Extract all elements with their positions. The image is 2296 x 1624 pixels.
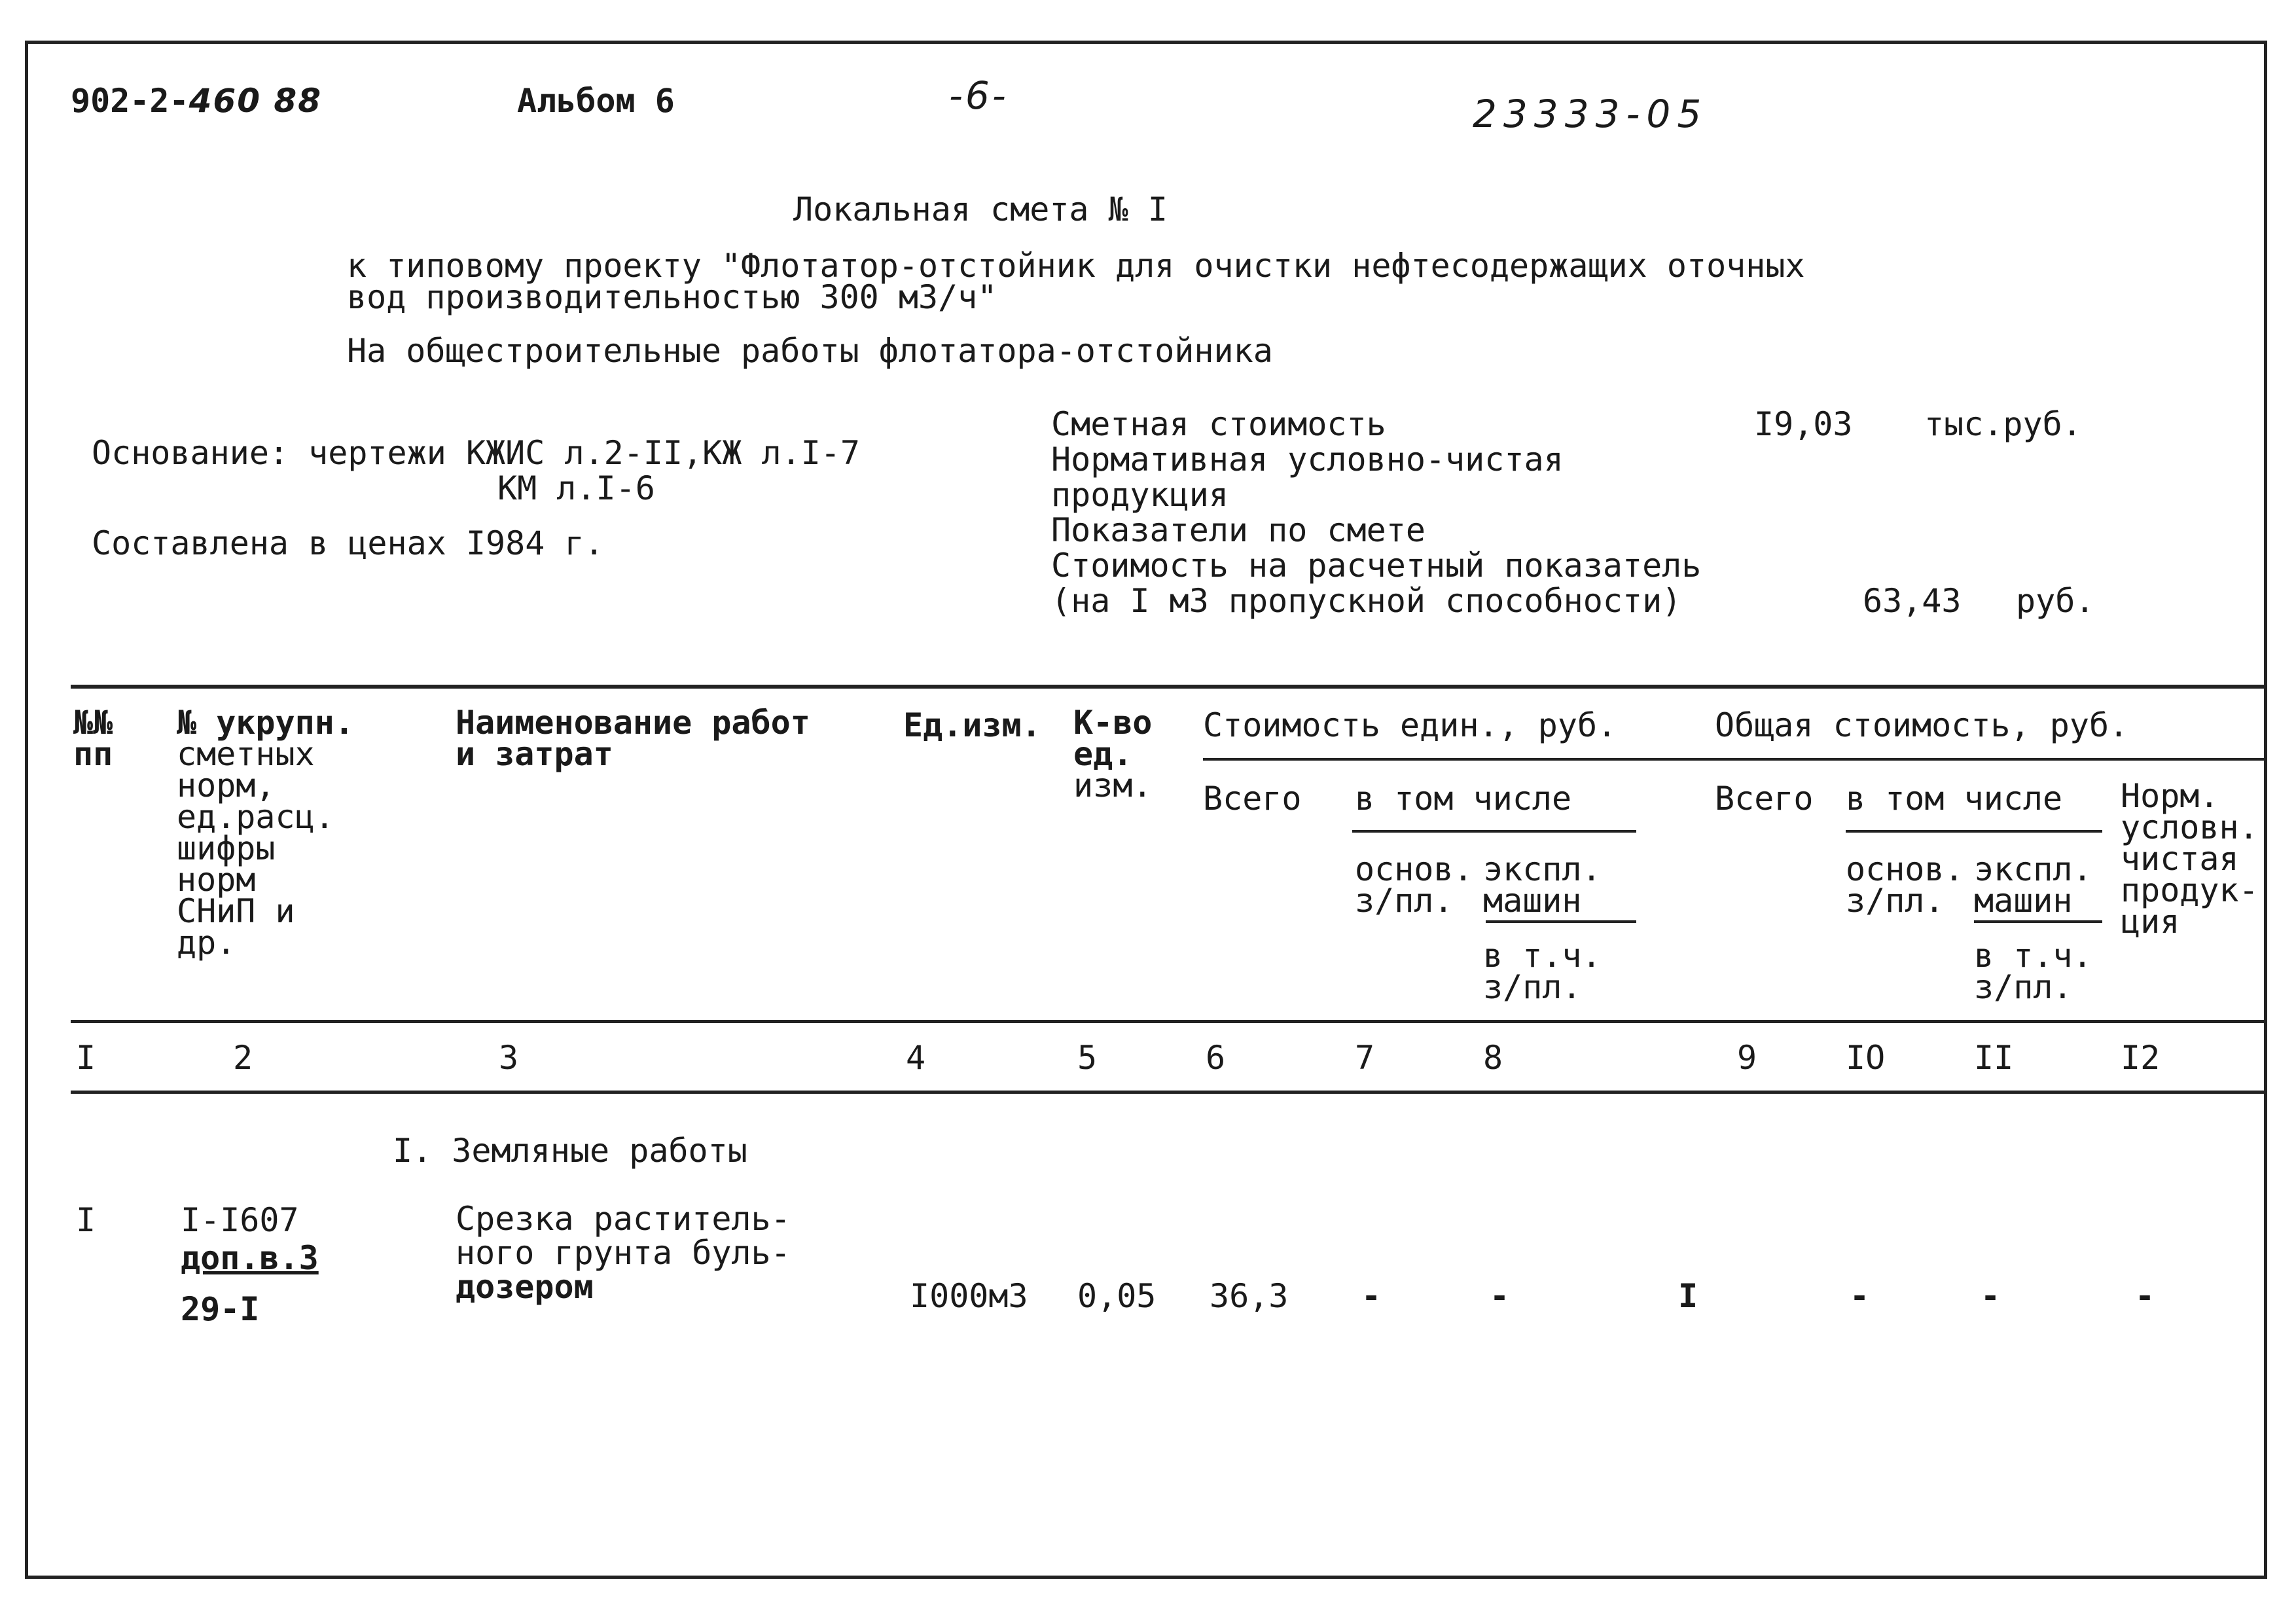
row-unit-osnov: - bbox=[1361, 1277, 1382, 1315]
row-qty: 0,05 bbox=[1077, 1277, 1157, 1315]
row-total-ekspl: - bbox=[1981, 1277, 2001, 1315]
row-norm-code: I-I607 bbox=[181, 1201, 299, 1239]
row-norm-conditional: - bbox=[2135, 1277, 2155, 1315]
unit-vtom-rule bbox=[1352, 830, 1636, 833]
estimated-cost-label: Сметная стоимость bbox=[1051, 405, 1386, 443]
per-unit-label-2: (на I м3 пропускной способности) bbox=[1051, 582, 1682, 620]
row-unit-ekspl: - bbox=[1490, 1277, 1510, 1315]
header-unit: Ед.изм. bbox=[903, 706, 1041, 744]
row-norm-addition: доп.в.3 bbox=[181, 1239, 319, 1277]
per-unit-label-1: Стоимость на расчетный показатель bbox=[1051, 547, 1702, 585]
header-norm-conditional: Норм. условн. чистая продук- ция bbox=[2121, 777, 2259, 941]
header-unit-vtom: в том числе bbox=[1355, 780, 1572, 818]
header-total-cost: Общая стоимость, руб. bbox=[1715, 706, 2129, 744]
col-number-10: IO bbox=[1846, 1039, 1886, 1077]
header-norm: № укрупн. сметных норм, ед.расц. шифры норм СНиП и др. bbox=[177, 704, 354, 962]
col-numbers-rule bbox=[71, 1091, 2267, 1094]
document-title: Локальная смета № I bbox=[793, 190, 1168, 228]
row-total: I bbox=[1678, 1277, 1698, 1315]
header-name: Наименование работ и затрат bbox=[456, 704, 810, 773]
col-number-6: 6 bbox=[1206, 1039, 1226, 1077]
row-norm-price: 29-I bbox=[181, 1290, 260, 1328]
total-ekspl-rule bbox=[1974, 920, 2102, 923]
basis-line-1: Основание: чертежи КЖИС л.2-II,КЖ л.I-7 bbox=[92, 434, 860, 472]
project-code: 902-2-460 88 bbox=[71, 82, 322, 120]
header-total-vsego: Всего bbox=[1715, 780, 1814, 818]
indicators-label: Показатели по смете bbox=[1051, 511, 1426, 549]
page-number: -6- bbox=[949, 73, 1009, 118]
header-total-osnov: основ. з/пл. bbox=[1846, 850, 1964, 920]
prices-year: Составлена в ценах I984 г. bbox=[92, 524, 604, 562]
col-number-3: 3 bbox=[499, 1039, 519, 1077]
col-number-8: 8 bbox=[1483, 1039, 1503, 1077]
header-total-vtch: в т.ч. з/пл. bbox=[1974, 937, 2092, 1006]
header-sub-rule bbox=[1203, 758, 2267, 761]
row-number: I bbox=[76, 1201, 96, 1239]
row-unit: I000м3 bbox=[910, 1277, 1028, 1315]
header-bottom-rule bbox=[71, 1020, 2267, 1023]
header-total-vtom: в том числе bbox=[1846, 780, 2063, 818]
row-total-osnov: - bbox=[1850, 1277, 1870, 1315]
header-total-ekspl: экспл. машин bbox=[1974, 850, 2092, 920]
col-number-7: 7 bbox=[1355, 1039, 1375, 1077]
header-unit-ekspl: экспл. машин bbox=[1483, 850, 1602, 920]
row-work-name: Срезка раститель- ного грунта буль- дозером bbox=[456, 1200, 791, 1306]
header-num: №№ пп bbox=[73, 704, 113, 773]
col-number-2: 2 bbox=[233, 1039, 253, 1077]
section-title: I. Земляные работы bbox=[393, 1132, 747, 1170]
unit-ekspl-rule bbox=[1486, 920, 1636, 923]
header-unit-vtch: в т.ч. з/пл. bbox=[1483, 937, 1602, 1006]
estimated-cost-unit: тыс.руб. bbox=[1924, 405, 2082, 443]
estimated-cost-value: I9,03 bbox=[1754, 405, 1853, 443]
title-line-2: к типовому проекту "Флотатор-отстойник для очистки нефтесодержащих оточных bbox=[347, 247, 1805, 285]
per-unit-unit: руб. bbox=[2016, 582, 2095, 620]
total-vtom-rule bbox=[1846, 830, 2102, 833]
header-unit-osnov: основ. з/пл. bbox=[1355, 850, 1473, 920]
col-number-1: I bbox=[76, 1039, 96, 1077]
col-number-12: I2 bbox=[2121, 1039, 2161, 1077]
col-number-9: 9 bbox=[1737, 1039, 1757, 1077]
per-unit-value: 63,43 bbox=[1863, 582, 1962, 620]
col-number-4: 4 bbox=[906, 1039, 926, 1077]
col-number-11: II bbox=[1974, 1039, 2014, 1077]
col-number-5: 5 bbox=[1077, 1039, 1098, 1077]
header-qty: К-во ед. изм. bbox=[1073, 704, 1153, 804]
basis-line-2: КМ л.I-6 bbox=[497, 469, 655, 507]
header-unit-vsego: Всего bbox=[1203, 780, 1302, 818]
title-line-3: вод производительностью 300 м3/ч" bbox=[347, 278, 997, 316]
normative-label-1: Нормативная условно-чистая bbox=[1051, 441, 1564, 478]
table-top-rule bbox=[71, 685, 2267, 689]
normative-label-2: продукция bbox=[1051, 476, 1229, 514]
work-type: На общестроительные работы флотатора-отстойника bbox=[347, 332, 1273, 370]
inventory-number: 23333-05 bbox=[1473, 92, 1708, 136]
album-label: Альбом 6 bbox=[517, 82, 675, 120]
row-unit-total: 36,3 bbox=[1210, 1277, 1289, 1315]
header-unit-cost: Стоимость един., руб. bbox=[1203, 706, 1617, 744]
